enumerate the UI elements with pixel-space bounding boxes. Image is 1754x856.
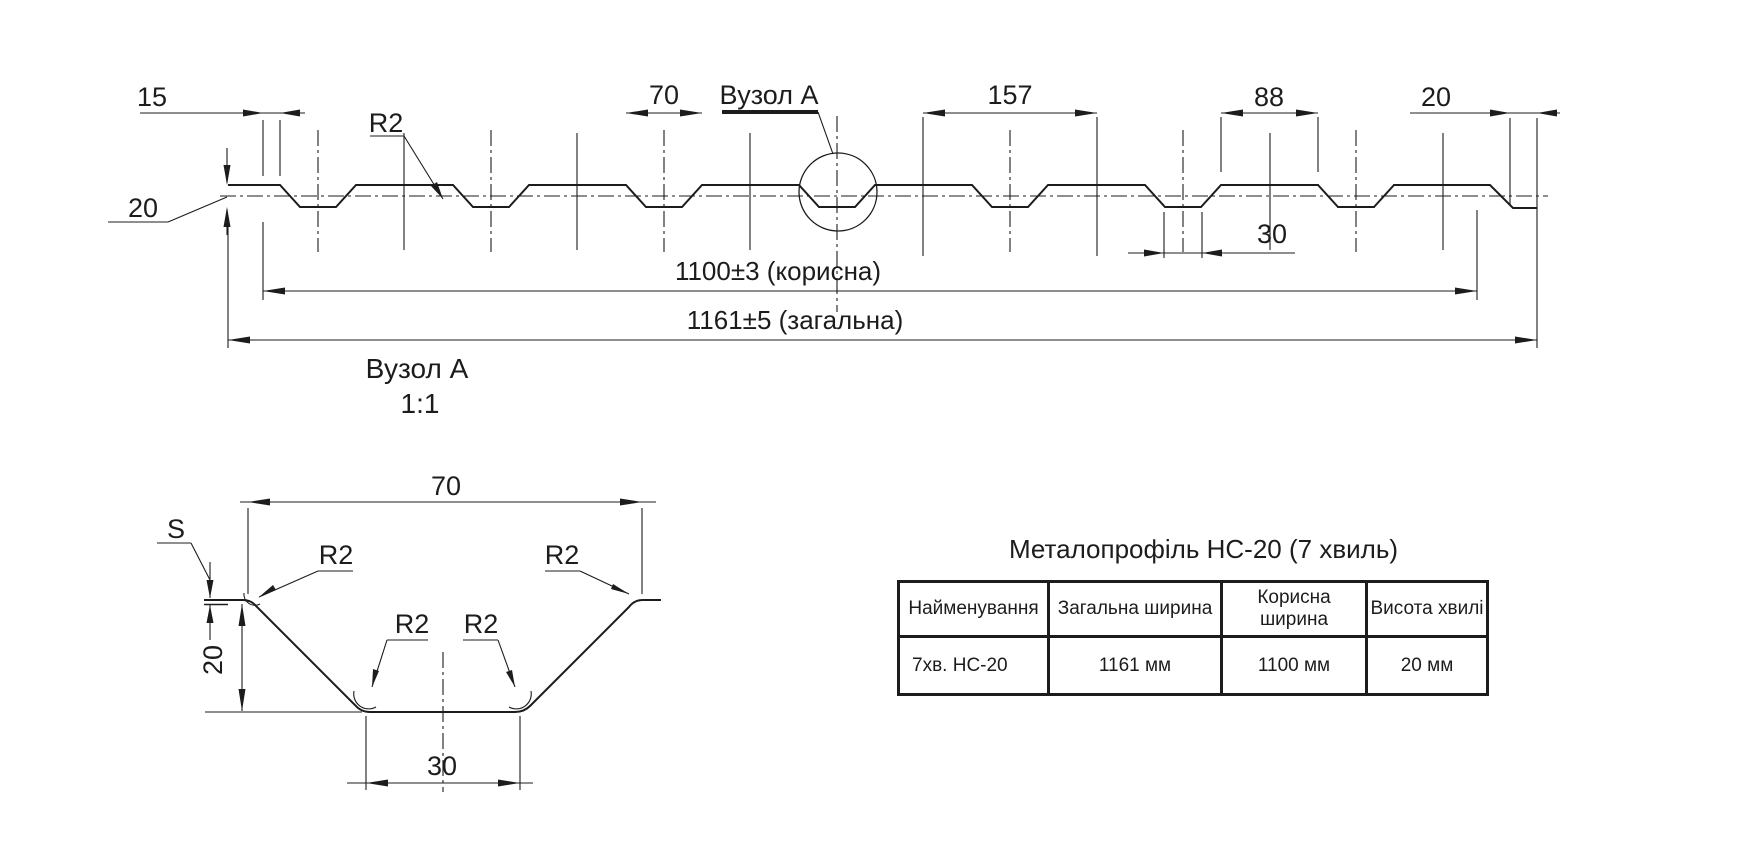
spec-table-data-row [899, 637, 1488, 695]
dim-flat-label: 88 [1253, 82, 1285, 112]
detail-aux-lines [157, 502, 656, 790]
cell-overall-width: 1161 мм [1049, 637, 1222, 695]
dim-edge-label: 20 [1420, 82, 1452, 112]
spec-table-title: Металопрофіль НС-20 (7 хвиль) [1008, 534, 1399, 564]
detail-r2-bottom-right-label: R2 [463, 609, 499, 639]
dim-wave-top-label: 70 [648, 80, 680, 110]
detail-r2-top-left-label: R2 [318, 540, 354, 570]
detail-dim-30-label: 30 [426, 751, 458, 781]
cell-useful-width: 1100 мм [1222, 637, 1367, 695]
header-wave-height: Висота хвилі [1367, 582, 1488, 637]
dim-radius-label: R2 [368, 108, 404, 138]
detail-r2-bottom-left-label: R2 [394, 609, 430, 639]
detail-scale: 1:1 [400, 388, 440, 419]
dim-useful-width-label: 1100±3 (корисна) [674, 256, 882, 286]
spec-table-header-row [899, 582, 1488, 637]
cell-wave-height: 20 мм [1367, 637, 1488, 695]
center-lines [220, 116, 1548, 312]
detail-thickness-label: S [166, 514, 186, 544]
detail-dim-20-label: 20 [198, 644, 228, 676]
detail-r2-top-right-label: R2 [544, 540, 580, 570]
dim-height-label: 20 [127, 193, 159, 223]
dim-bottom-label: 30 [1256, 219, 1288, 249]
detail-profile [204, 600, 661, 712]
cell-name: 7хв. НС-20 [899, 637, 1049, 695]
detail-outline [204, 600, 661, 712]
dim-overall-width-label: 1161±5 (загальна) [686, 305, 904, 335]
header-name: Найменування [899, 582, 1049, 637]
detail-dimension-labels [167, 471, 579, 781]
spec-table [897, 580, 1489, 696]
detail-dim-70-label: 70 [430, 471, 462, 501]
dim-pitch-label: 157 [987, 80, 1033, 110]
node-ref-label: Вузол А [719, 80, 819, 110]
detail-title: Вузол А [365, 353, 469, 384]
header-overall-width: Загальна ширина [1049, 582, 1222, 637]
detail-view-titles [366, 353, 469, 419]
detail-node-circle [799, 153, 877, 231]
dim-lip-label: 15 [136, 82, 168, 112]
header-useful-width: Корисна ширина [1222, 582, 1367, 637]
